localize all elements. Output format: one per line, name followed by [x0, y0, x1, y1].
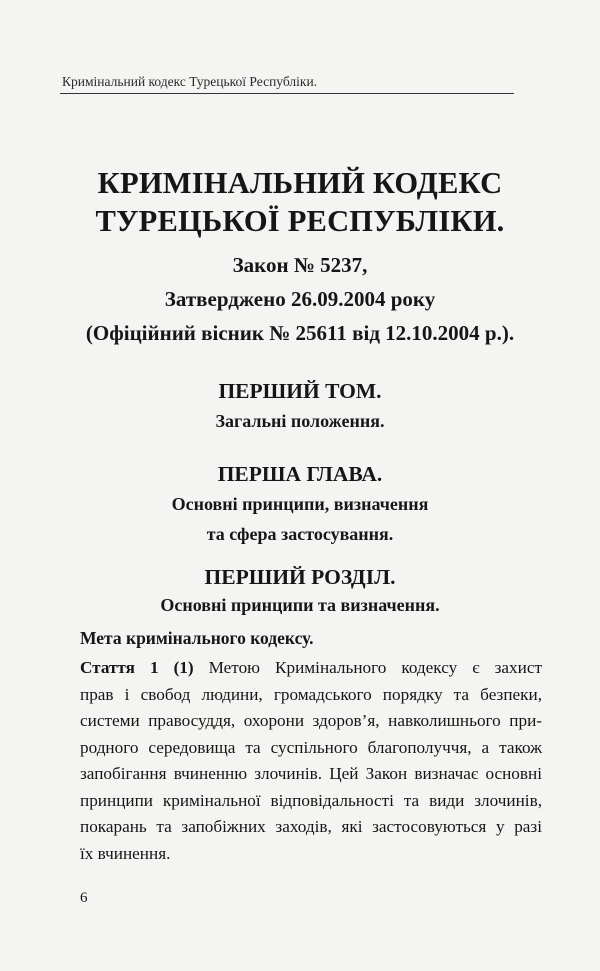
volume-heading: ПЕРШИЙ ТОМ.	[218, 379, 382, 403]
law-approved: Затверджено 26.09.2004 року	[164, 287, 436, 311]
chapter-heading: ПЕРША ГЛАВА.	[217, 462, 383, 486]
article-line: запобігання вчиненню злочинів. Цей Закон визначає основні	[80, 764, 542, 783]
article-line: родного середовища та суспільного благополуччя, а також	[80, 737, 542, 757]
section-subtitle: Основні принципи та визначення.	[160, 595, 440, 615]
article-line: прав і свобод людини, громадського порядку та безпеки,	[80, 684, 542, 704]
chapter-subtitle-line-2: та сфера застосування.	[206, 524, 394, 544]
article-line: покарань та запобіжних заходів, які застосовуються у разі	[80, 817, 542, 836]
volume-subtitle: Загальні положення.	[215, 411, 385, 431]
page-number: 6	[80, 890, 88, 906]
chapter-subtitle-line-1: Основні принципи, визначення	[171, 494, 429, 514]
header-rule	[60, 93, 514, 94]
title-line-1: КРИМІНАЛЬНИЙ КОДЕКС	[97, 166, 503, 200]
section-heading: ПЕРШИЙ РОЗДІЛ.	[204, 565, 396, 589]
law-number: Закон № 5237,	[232, 253, 368, 277]
article-line: їх вчинення.	[80, 843, 171, 863]
article-line: системи правосуддя, охорони здоров’я, навколишнього при-	[80, 711, 542, 730]
article-body	[80, 655, 542, 867]
title-line-2: ТУРЕЦЬКОЇ РЕСПУБЛІКИ.	[95, 204, 505, 238]
article-line: Стаття 1 (1) Метою Кримінального кодексу є захист	[80, 658, 542, 677]
running-header: Кримінальний кодекс Турецької Республіки.	[62, 74, 318, 89]
law-gazette: (Офіційний вісник № 25611 від 12.10.2004 р.).	[85, 321, 515, 345]
article-line: принципи кримінальної відповідальності та види злочинів,	[80, 790, 542, 810]
article-lead: Стаття 1 (1)	[80, 658, 194, 677]
article-heading: Мета кримінального кодексу.	[80, 628, 314, 648]
